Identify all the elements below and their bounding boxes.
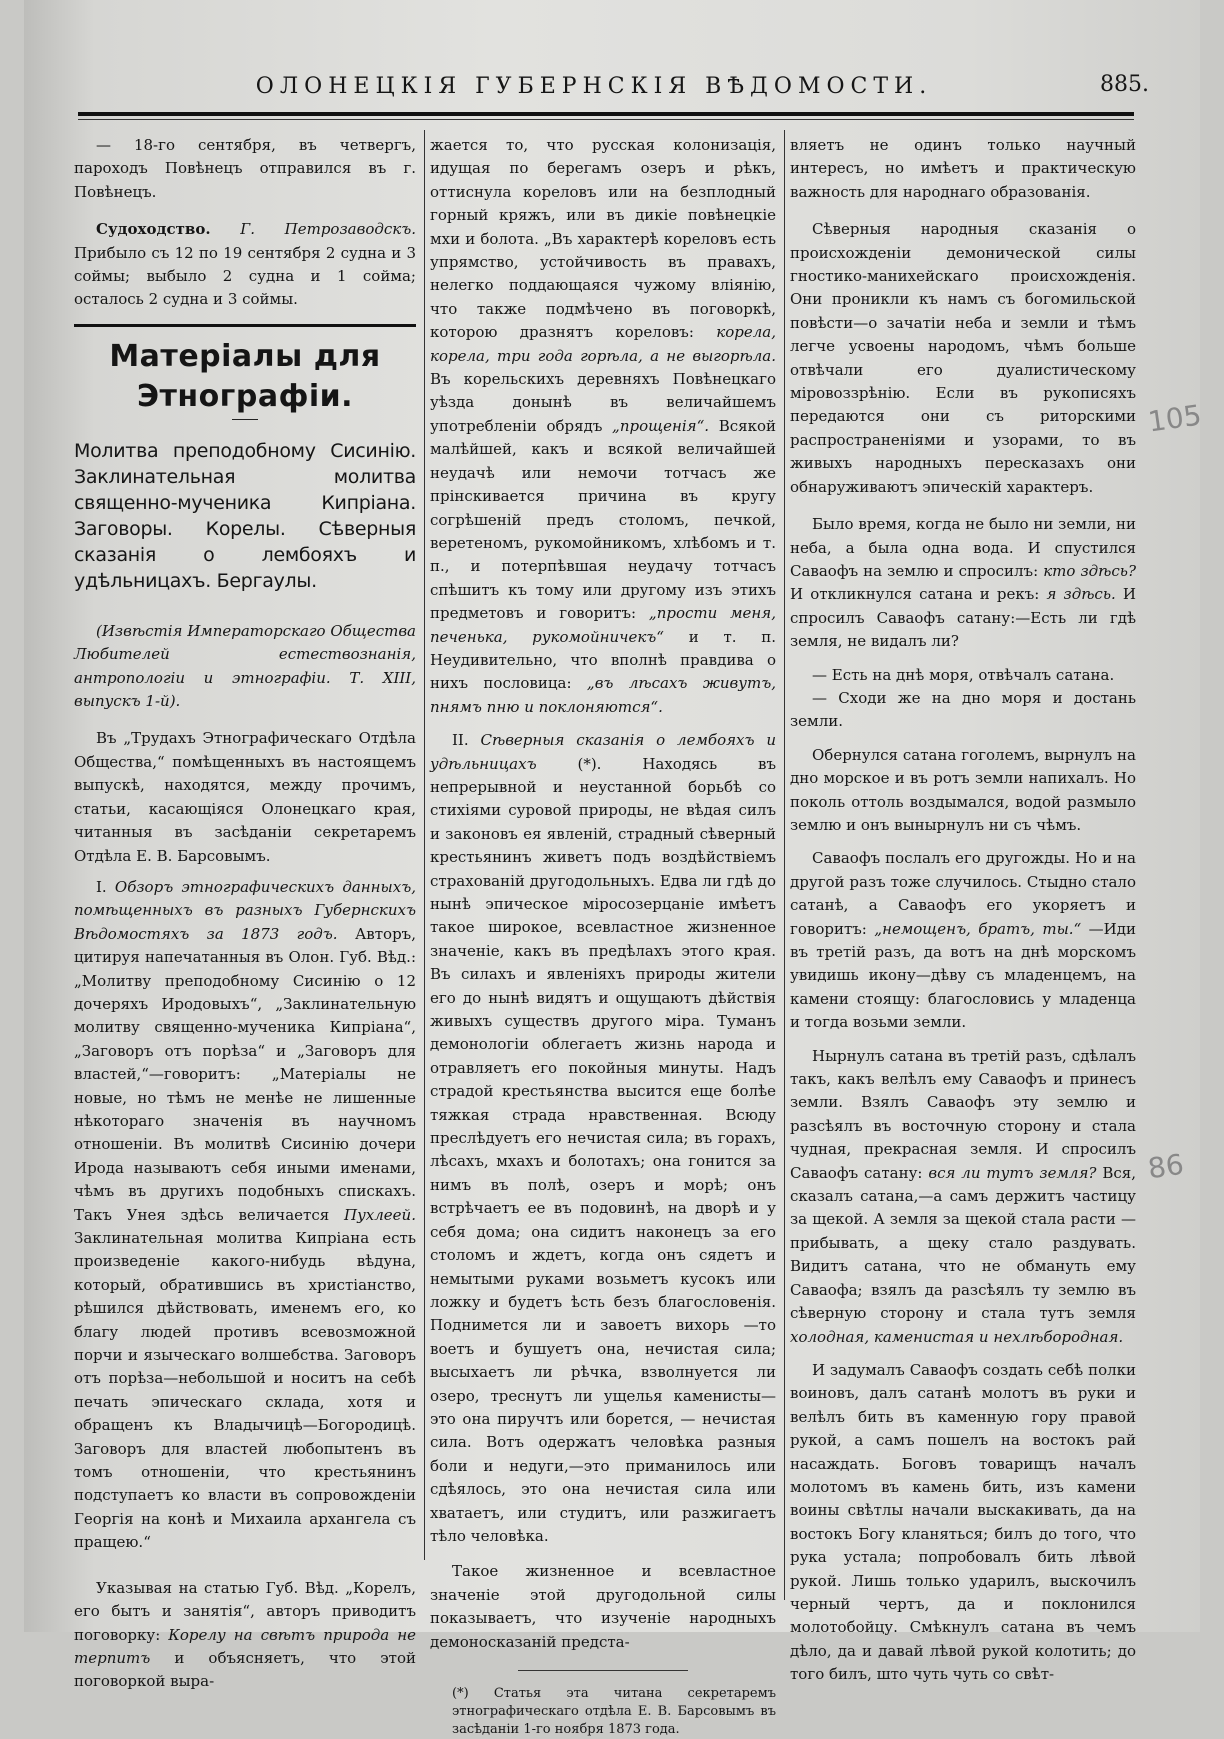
paragraph-text: Нырнулъ сатана въ третій разъ, сдѣлалъ такъ, какъ велѣлъ ему Саваофъ и принесъ земли. Взялъ Саваофъ эту землю и разсѣялъ въ восточную сторону и стала чудная, прекрасная земля. И спросилъ Саваофъ сатану:: [790, 1046, 1136, 1182]
section-rule: [74, 324, 416, 327]
paragraph: Въ „Трудахъ Этнографическаго Отдѣла Общества,“ помѣщенныхъ въ настоящемъ выпускѣ, находятся, между прочимъ, статьи, касающіяся Олонецкаго края, читанныя въ засѣданіи секретаремъ Отдѣла Е. В. Барсовымъ.: [74, 729, 416, 865]
paragraph: Сѣверныя народныя сказанія о происхожденіи демонической силы гностико-манихейскаго происхожденія. Они проникли къ намъ съ богомильской повѣсти—о зачатіи неба и земли и тѣмъ легче усвоены народомъ, чѣмъ больше отвѣчали его дуалистическому міровоззрѣнію. Если въ рукописяхъ передаются они съ риторскими распространеніями и узорами, то въ живыхъ народныхъ пересказахъ они обнаруживаютъ эпическій характеръ.: [790, 220, 1136, 496]
paragraph: [790, 1045, 1136, 1349]
paragraph-italic: я здѣсь.: [1046, 585, 1116, 604]
column-3: [790, 134, 1136, 1684]
shipping-text: Прибыло съ 12 по 19 сентября 2 судна и 3 соймы; выбыло 2 судна и 1 сойма; осталось 2 судна и 3 соймы.: [74, 243, 416, 309]
handwritten-margin-note: 105: [1145, 398, 1204, 439]
paragraph: [790, 847, 1136, 1034]
paragraph-text: И откликнулся сатана и рекъ:: [790, 585, 1040, 604]
article-source: (Извѣстія Императорскаго Общества Любителей естествознанія, антропологіи и этнографіи. Т. XIII, выпускъ 1-й).: [74, 621, 416, 711]
article-title: Матеріалы для Этнографіи.: [109, 338, 381, 414]
paragraph-text: и объясняетъ, что этой поговоркой выра-: [74, 1648, 416, 1691]
paragraph-italic: „прости меня, печенька, рукомойничекъ“: [430, 604, 776, 646]
paragraph-text: Авторъ, цитируя напечатанныя въ Олон. Губ. Вѣд.: „Молитву преподобному Сисинію о 12 дочеряхъ Иродовыхъ“, „Заклинательную молитву священно-мученика Кипріана“, „Заговоръ отъ порѣза“ и „Заговоръ для властей,“—говоритъ: „Матеріалы не новые, но тѣмъ не менѣе не лишенные нѣкотораго значенія въ научномъ отношеніи. Въ молитвѣ Сисинію дочери Ирода называютъ себя иными именами, чѣмъ въ другихъ подобныхъ спискахъ. Такъ Унея здѣсь величается: [74, 924, 416, 1224]
dialogue-line: — Есть на днѣ моря, отвѣчалъ сатана.: [812, 665, 1115, 684]
paragraph-text: Указывая на статью Губ. Вѣд. „Корелъ, его бытъ и занятія“, авторъ приводитъ поговорку:: [74, 1578, 416, 1644]
newspaper-page: [24, 0, 1204, 1737]
news-item: — 18-го сентября, въ четвергъ, пароходъ Повѣнецъ отправился въ г. Повѣнецъ.: [74, 136, 416, 201]
shipping-place: Г. Петрозаводскъ.: [240, 220, 416, 239]
column-1: [74, 134, 416, 1691]
section-title: Сѣверныя сказанія о лембояхъ и удѣльницахъ: [430, 731, 776, 773]
handwritten-margin-note: 86: [1145, 1147, 1186, 1186]
footnote-rule: [518, 1670, 688, 1671]
column-divider-2: [784, 130, 785, 1600]
paragraph-italic: Пухлеей.: [344, 1205, 416, 1224]
paragraph: [430, 134, 776, 719]
section-number: I.: [96, 877, 107, 896]
proverb: Корелу на свѣтъ природа не терпитъ: [74, 1625, 416, 1667]
paragraph: вляетъ не одинъ только научный интересъ, но имѣетъ и практическую важность для народнаго образованія.: [790, 136, 1136, 201]
paragraph-italic: вся ли тутъ земля?: [928, 1163, 1097, 1182]
paragraph: Обернулся сатана гоголемъ, вырнулъ на дно морское и въ ротъ земли напихалъ. Но поколь оттоль воздымался, водой размыло землю и онъ вынырнулъ ни съ чѣмъ.: [790, 745, 1136, 834]
paragraph-text: и т. п. Неудивительно, что вполнѣ правдива о нихъ пословица:: [430, 627, 776, 693]
paragraph: [430, 729, 776, 1548]
page-number: 885.: [1100, 72, 1149, 97]
paragraph-italic: холодная, каменистая и нехлѣбородная.: [790, 1327, 1124, 1346]
column-2: [430, 134, 776, 1737]
header-rule-thin: [78, 119, 1134, 120]
paragraph: Такое жизненное и всевластное значеніе этой другодольной силы показываетъ, что изученіе народныхъ демоносказаній предста-: [430, 1562, 776, 1651]
shipping-label: Судоходство.: [96, 220, 211, 239]
shipping-paragraph: [74, 218, 416, 312]
paragraph-text: Саваофъ послалъ его другожды. Но и на другой разъ тоже случилось. Стыдно стало сатанѣ, а Саваофъ его укоряетъ и говоритъ:: [790, 849, 1136, 938]
paragraph: [790, 513, 1136, 653]
paragraph-text: —Иди въ третій разъ, да вотъ на днѣ морскомъ увидишь икону—дѣву съ младенцемъ, на камени стоящу: благословись у младенца и тогда возьми земли.: [790, 919, 1136, 1032]
paragraph-text: Всякой малѣйшей, какъ и всякой величайшей неудачѣ или немочи тотчасъ же прінскивается причина въ кругу согрѣшеній предъ столомъ, печкой, веретеномъ, рукомойникомъ, хлѣбомъ и т. п., и потерпѣвшая неудачу тотчасъ спѣшитъ къ тому или другому изъ этихъ предметовъ и говоритъ:: [430, 416, 776, 623]
paragraph-text: (*). Находясь въ непрерывной и неустанной борьбѣ со стихіями суровой природы, не вѣдая силъ и законовъ ея явленій, страдный сѣверный крестьянинъ живетъ подъ воздѣйствіемъ страхованій другодольныхъ. Едва ли гдѣ до нынѣ эпическое міросозерцаніе имѣетъ такое широкое, всевластное жизненное значеніе, какъ въ предѣлахъ этого края. Въ силахъ и явленіяхъ природы жители его до нынѣ видятъ и ощущаютъ дѣйствія живыхъ существъ другого міра. Туманъ демонологіи облегаетъ жизнь народа и отравляетъ его покойныя минуты. Надъ страдой крестьянства высится еще болѣе тяжкая страда нравственная. Всюду преслѣдуетъ его нечистая сила; въ горахъ, лѣсахъ, мхахъ и болотахъ; она гонится за нимъ въ полѣ, озеръ и морѣ; онъ встрѣчаетъ ее въ подовинѣ, на дворѣ и у себя дома; она сидитъ наконецъ за его столомъ и ждетъ, когда онъ сядетъ и немытыми руками возьметъ кусокъ или ложку и будетъ ѣсть безъ благословенія. Поднимется ли и завоетъ вихорь —то воетъ и бушуетъ она, нечистая сила; высыхаетъ ли рѣчка, взволнуется ли озеро, треснутъ ли ущелья каменисты—это она пиручтъ или борется, — нечистая сила. Вотъ одержатъ человѣка разныя боли и недуги,—это приманилось или сдѣялось, это она нечистая сила или хватаетъ, или студитъ, или разжигаетъ тѣло человѣка.: [430, 754, 776, 1545]
paragraph: И задумалъ Саваофъ создать себѣ полки воиновъ, далъ сатанѣ молотъ въ руки и велѣлъ бить въ каменную гору правой рукой, а самъ пошелъ на востокъ рай насаждать. Боговъ товарищъ началъ молотомъ въ камень бить, изъ камени воины свѣтлы начали выскакивать, да на востокъ Богу кланяться; билъ до того, что рука устала; попробовалъ бить лѣвой рукой. Лишь только ударилъ, выскочилъ черный чертъ, да и поклонился молотобойцу. Смѣкнулъ сатана въ чемъ дѣло, да и давай лѣвой рукой колотить; до того билъ, што чуть чуть со свѣт-: [790, 1360, 1136, 1684]
paragraph-italic: „прощенія“.: [612, 416, 710, 435]
proverb: корела, корела, три года горѣла, а не выгорѣла.: [430, 323, 776, 365]
paragraph-italic: кто здѣсь?: [1043, 561, 1136, 580]
paragraph: [74, 876, 416, 1555]
paragraph-text: жается то, что русская колонизація, идущая по берегамъ озеръ и рѣкъ, оттиснула кореловъ или на безплодный горный кряжъ, или въ дикіе повѣнецкіе мхи и болота. „Въ характерѣ кореловъ есть упрямство, устойчивость въ правахъ, нелегко поддающаяся чужому вліянію, что также подмѣчено въ поговоркѣ, которою дразнятъ кореловъ:: [430, 136, 776, 342]
paragraph-text: Заклинательная молитва Кипріана есть произведеніе какого-нибудь вѣдуна, который, обратившись въ христіанство, рѣшился дѣйствовать, именемъ его, ко благу людей противъ всевозможной порчи и языческаго волшебства. Заговоръ отъ порѣза—небольшой и носитъ на себѣ печать эпическаго склада, хотя и обращенъ къ Владычицѣ—Богородицѣ. Заговоръ для властей любопытенъ въ томъ отношеніи, что крестьянинъ подступаетъ ко власти въ сопровожденіи Георгія на конѣ и Михаила архангела съ пращею.“: [74, 1229, 416, 1552]
paragraph-text: Было время, когда не было ни земли, ни неба, а была одна вода. И спустился Саваофъ на землю и спросилъ:: [790, 515, 1136, 580]
title-rule: [232, 419, 258, 420]
proverb: „въ лѣсахъ живутъ, пнямъ пню и поклоняются“.: [430, 674, 776, 716]
footnote: (*) Статья эта читана секретаремъ этнографическаго отдѣла Е. В. Барсовымъ въ засѣданіи 1-го ноября 1873 года.: [452, 1686, 776, 1737]
section-number: II.: [452, 731, 469, 750]
section-title: Обзоръ этнографическихъ данныхъ, помѣщенныхъ въ разныхъ Губернскихъ Вѣдомостяхъ за 1873 годъ.: [74, 877, 416, 943]
paragraph-text: Вся, сказалъ сатана,—а самъ держитъ частицу за щекой. А земля за щекой стала расти — прибывать, а щеку стало раздувать. Видитъ сатана, что не обмануть ему Саваофа; взялъ да разсѣялъ ту землю въ сѣверную сторону и стала тутъ земля: [790, 1163, 1136, 1323]
column-divider-1: [424, 130, 425, 1560]
paragraph: [74, 1577, 416, 1694]
paragraph-text: И спросилъ Саваофъ сатану:—Есть ли гдѣ земля, не видалъ ли?: [790, 585, 1136, 651]
newspaper-title: ОЛОНЕЦКІЯ ГУБЕРНСКІЯ ВѢДОМОСТИ.: [255, 74, 933, 99]
paragraph-text: Въ корельскихъ деревняхъ Повѣнецкаго уѣзда донынѣ въ величайшемъ употребленіи обрядъ: [430, 370, 776, 435]
dialogue-line: — Сходи же на дно моря и достань земли.: [790, 688, 1136, 731]
paragraph-italic: „немощенъ, братъ, ты.“: [874, 919, 1082, 938]
header-rule: [78, 112, 1134, 116]
article-subtitle: Молитва преподобному Сисинію. Заклинательная молитва священно-мученика Кипріана. Заговоры. Корелы. Сѣверныя сказанія о лембояхъ и удѣльницахъ. Бергаулы.: [74, 439, 416, 592]
